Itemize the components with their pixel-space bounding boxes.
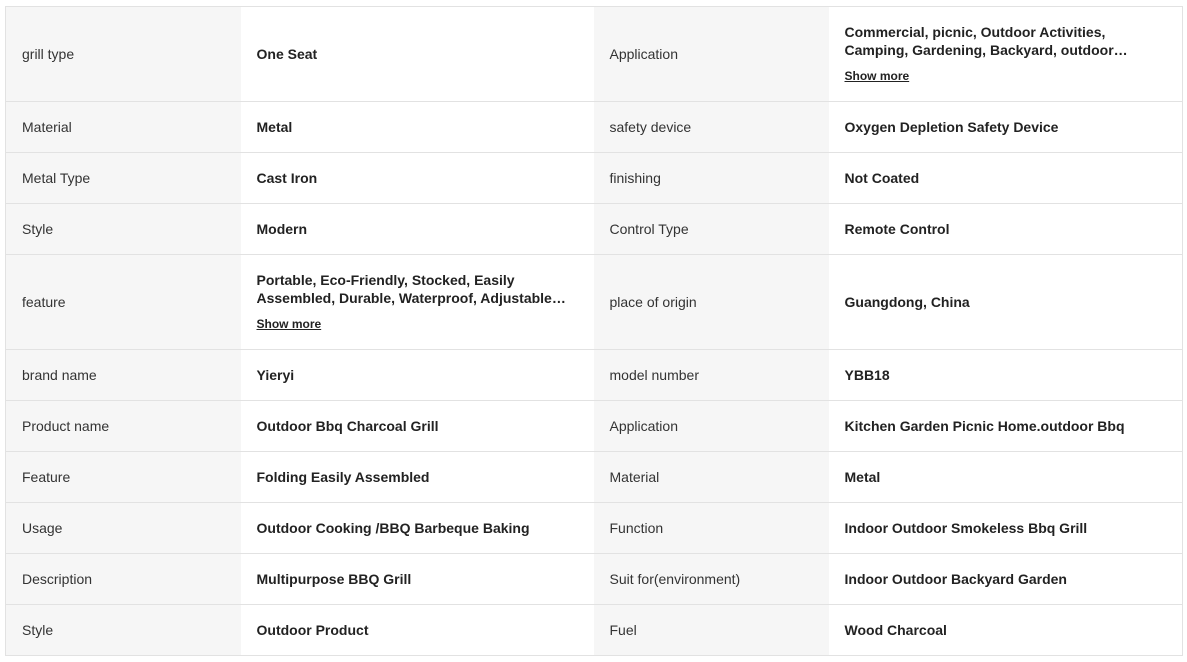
table-row (6, 452, 1183, 503)
show-more-link[interactable]: Show more (844, 69, 910, 83)
spec-value: Modern (241, 204, 594, 255)
spec-key: feature (6, 255, 241, 350)
spec-value: Yieryi (241, 350, 594, 401)
spec-value: Wood Charcoal (829, 605, 1183, 656)
product-specifications-table (5, 6, 1183, 656)
table-row (6, 401, 1183, 452)
table-row (6, 255, 1183, 350)
table-row (6, 503, 1183, 554)
spec-key: Description (6, 554, 241, 605)
table-row (6, 350, 1183, 401)
spec-key: place of origin (594, 255, 829, 350)
spec-value-text: Portable, Eco-Friendly, Stocked, Easily Assembled, Durable, Waterproof, Adjustable (256, 272, 552, 306)
spec-key: Application (594, 7, 829, 102)
spec-value: Cast Iron (241, 153, 594, 204)
spec-value-text: Commercial, picnic, Outdoor Activities, Camping, Gardening, Backyard, outdoor (844, 24, 1114, 58)
spec-value: One Seat (241, 7, 594, 102)
table-row (6, 153, 1183, 204)
spec-key: safety device (594, 102, 829, 153)
spec-value: Metal (829, 452, 1183, 503)
spec-key: Function (594, 503, 829, 554)
spec-key: Feature (6, 452, 241, 503)
spec-key: model number (594, 350, 829, 401)
spec-value-expandable (241, 255, 594, 350)
spec-key: grill type (6, 7, 241, 102)
spec-value: Folding Easily Assembled (241, 452, 594, 503)
spec-value: Metal (241, 102, 594, 153)
spec-key: Application (594, 401, 829, 452)
spec-value: Indoor Outdoor Smokeless Bbq Grill (829, 503, 1183, 554)
spec-value: Oxygen Depletion Safety Device (829, 102, 1183, 153)
spec-value-expandable (829, 7, 1183, 102)
spec-value: Outdoor Product (241, 605, 594, 656)
table-row (6, 102, 1183, 153)
spec-key: Control Type (594, 204, 829, 255)
spec-value: Guangdong, China (829, 255, 1183, 350)
spec-value: Indoor Outdoor Backyard Garden (829, 554, 1183, 605)
spec-key: Metal Type (6, 153, 241, 204)
table-row (6, 7, 1183, 102)
spec-key: Suit for(environment) (594, 554, 829, 605)
spec-value: Outdoor Bbq Charcoal Grill (241, 401, 594, 452)
spec-value: YBB18 (829, 350, 1183, 401)
spec-key: Material (6, 102, 241, 153)
table-row (6, 554, 1183, 605)
spec-key: Style (6, 204, 241, 255)
spec-value: Outdoor Cooking /BBQ Barbeque Baking (241, 503, 594, 554)
spec-key: finishing (594, 153, 829, 204)
spec-key: Product name (6, 401, 241, 452)
spec-value: Kitchen Garden Picnic Home.outdoor Bbq (829, 401, 1183, 452)
spec-value: Not Coated (829, 153, 1183, 204)
show-more-link[interactable]: Show more (256, 317, 322, 331)
spec-key: Usage (6, 503, 241, 554)
spec-value: Multipurpose BBQ Grill (241, 554, 594, 605)
spec-key: Style (6, 605, 241, 656)
spec-value: Remote Control (829, 204, 1183, 255)
spec-key: Material (594, 452, 829, 503)
table-row (6, 204, 1183, 255)
spec-key: Fuel (594, 605, 829, 656)
table-row (6, 605, 1183, 656)
spec-key: brand name (6, 350, 241, 401)
